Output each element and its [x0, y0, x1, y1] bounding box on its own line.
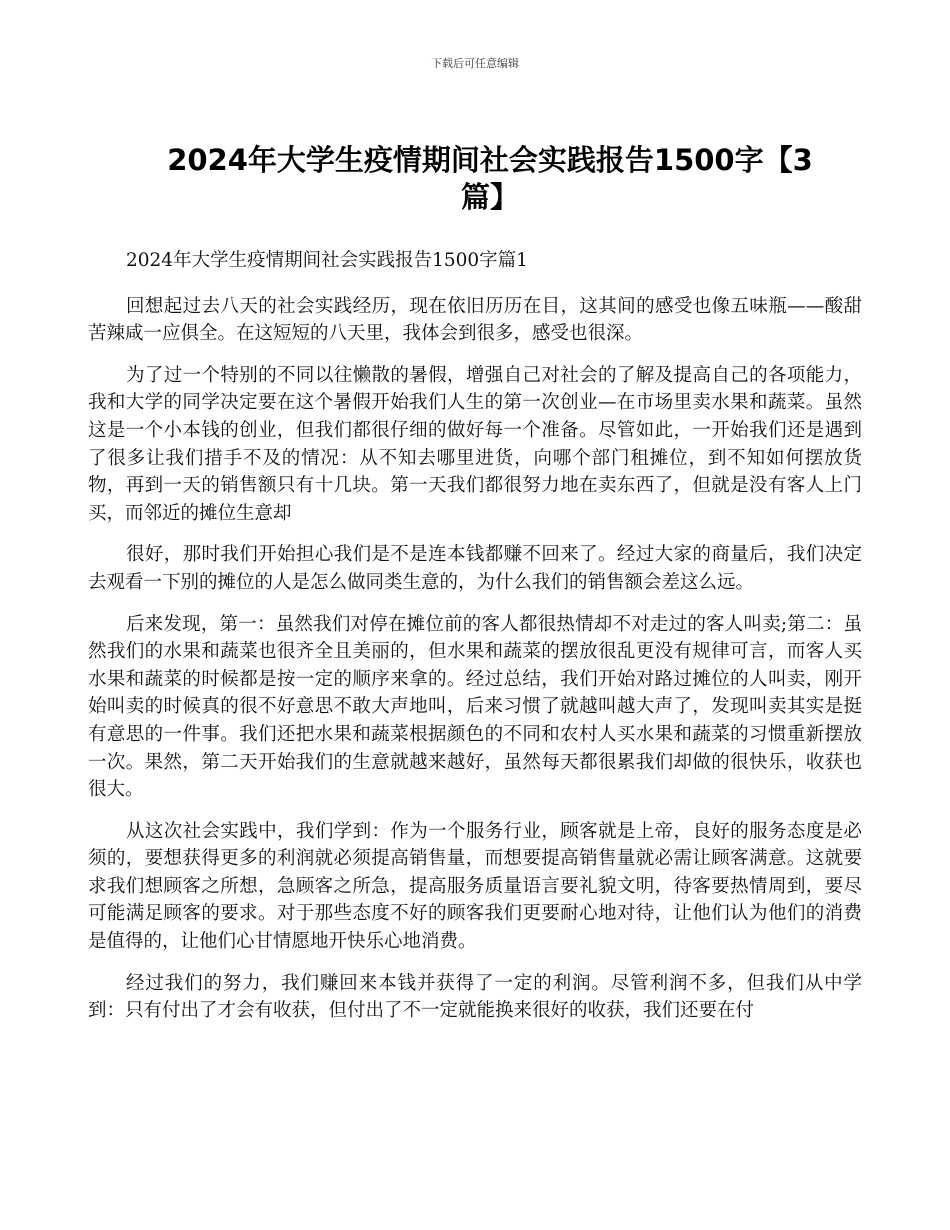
paragraph-3: 很好，那时我们开始担心我们是不是连本钱都赚不回来了。经过大家的商量后，我们决定去观看一下别的摊位的人是怎么做同类生意的，为什么我们的销售额会差这么远。 — [88, 544, 862, 593]
paragraph-1: 回想起过去八天的社会实践经历，现在依旧历历在目，这其间的感受也像五味瓶——酸甜苦辣咸一应俱全。在这短短的八天里，我体会到很多，感受也很深。 — [88, 295, 862, 345]
paragraph-5: 从这次社会实践中，我们学到：作为一个服务行业，顾客就是上帝，良好的服务态度是必须的，要想获得更多的利润就必须提高销售量，而想要提高销售量就必需让顾客满意。这就要求我们想顾客之所想，急顾客之所急，提高服务质量语言要礼貌文明，待客要热情周到，要尽可能满足顾客的要求。对于那些态度不好的顾客我们更要耐心地对待，让他们认为他们的消费是值得的，让他们心甘情愿地开快乐心地消费。 — [88, 820, 862, 953]
paragraph-6: 经过我们的努力，我们赚回来本钱并获得了一定的利润。尽管利润不多，但我们从中学到：只有付出了才会有收获，但付出了不一定就能换来很好的收获，我们还要在付 — [88, 972, 862, 1022]
document-body — [88, 247, 862, 1039]
document-title: 2024年大学生疫情期间社会实践报告1500字【3篇】 — [167, 143, 813, 214]
page-header-note: 下载后可任意编辑 — [431, 57, 519, 70]
paragraph-4: 后来发现，第一：虽然我们对停在摊位前的客人都很热情却不对走过的客人叫卖;第二：虽然我们的水果和蔬菜也很齐全且美丽的，但水果和蔬菜的摆放很乱更没有规律可言，而客人买水果和蔬菜的时候都是按一定的顺序来拿的。经过总结，我们开始对路过摊位的人叫卖，刚开始叫卖的时候真的很不好意思不敢大声地叫，后来习惯了就越叫越大声了，发现叫卖其实是挺有意思的一件事。我们还把水果和蔬菜根据颜色的不同和农村人买水果和蔬菜的习惯重新摆放一次。果然，第二天开始我们的生意就越来越好，虽然每天都很累我们却做的很快乐，收获也很大。 — [88, 613, 862, 801]
section-subtitle: 2024年大学生疫情期间社会实践报告1500字篇1 — [126, 250, 528, 271]
paragraph-2: 为了过一个特别的不同以往懒散的暑假，增强自己对社会的了解及提高自己的各项能力，我和大学的同学决定要在这个暑假开始我们人生的第一次创业—在市场里卖水果和蔬菜。虽然这是一个小本钱的创业，但我们都很仔细的做好每一个准备。尽管如此，一开始我们还是遇到了很多让我们措手不及的情况：从不知去哪里进货，向哪个部门租摊位，到不知如何摆放货物，再到一天的销售额只有十几块。第一天我们都很努力地在卖东西了，但就是没有客人上门买，而邻近的摊位生意却 — [88, 364, 862, 524]
